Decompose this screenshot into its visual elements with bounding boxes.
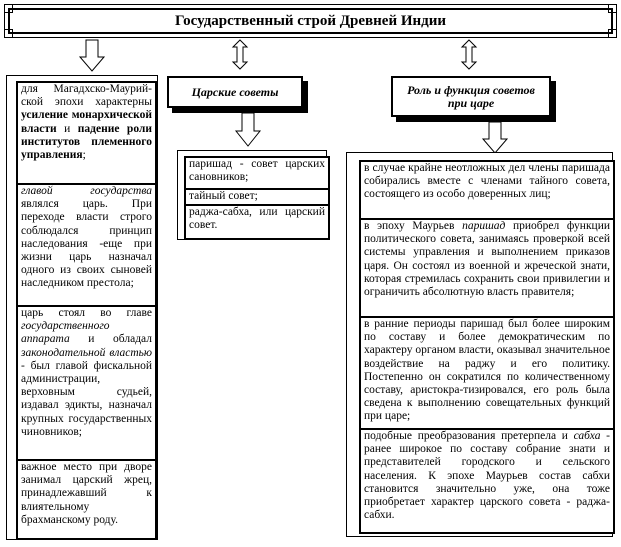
up-down-arrow-icon (461, 40, 477, 70)
left-panel (6, 75, 158, 540)
left-cell-4: важное место при дворе занимал царский жрец, принадлежавший к влиятельному брахманскому роду. (16, 459, 157, 540)
down-arrow-icon-middle (236, 113, 260, 147)
middle-cell-3: раджа-сабха, или царский совет. (184, 204, 330, 240)
up-down-arrow-icon (232, 40, 248, 70)
down-arrow-icon-left (80, 40, 104, 72)
middle-cell-1: паришад - совет царских сановников; (184, 156, 330, 194)
diagram-title: Государственный строй Древней Индии (8, 8, 613, 34)
header-royal-councils: Царские советы (167, 76, 303, 108)
right-panel (346, 152, 613, 537)
left-cell-1: для Магадхско-Маурий-ской эпохи характерны усиление монархической власти и падение роли институтов племенного управления; (16, 81, 157, 189)
header-role-function: Роль и функция советов при царе (391, 76, 551, 117)
left-cell-3: царь стоял во главе государственного аппарата и обладал законодательной властью - был главой фискальной администрации, верховным судьей, издавал эдикты, назначал крупных государственных чиновников; (16, 305, 157, 465)
left-cell-2: главой государства являлся царь. При переходе власти строго соблюдался принцип наследования -еще при жизни царь назначал одного из своих сыновей наследником престола; (16, 183, 157, 311)
right-cell-3: в ранние периоды паришад был более широким по составу и более демократическим по характеру органом власти, оказывал значительное воздействие на раджу и его политику. Постепенно он сократился по количественному составу, аристокра-тизировался, его роль была сведена к выполнению совещательных функций при царе; (359, 316, 615, 434)
down-arrow-icon-right (483, 122, 507, 154)
title-box (4, 4, 617, 38)
middle-cell-2: тайный совет; (184, 188, 330, 210)
middle-panel (177, 150, 327, 240)
right-cell-4: подобные преобразования претерпела и сабха - ранее широкое по составу собрание знати и представителей городского и сельского населения. К эпохе Маурьев состав сабхи становится значительно уже, она тоже приобретает характер царского совета - раджа-сабхи. (359, 428, 615, 534)
right-cell-1: в случае крайне неотложных дел члены паришада собирались вместе с членами тайного совета, состоящего из особо доверенных лиц; (359, 160, 615, 224)
right-cell-2: в эпоху Маурьев паришад приобрел функции политического совета, занимаясь проверкой всей системы управления и выполнением приказов царя. Он состоял из военной и жреческой знати, которая стремилась сохранить свои привилегии и ограничить абсолютную власть правителя; (359, 218, 615, 322)
